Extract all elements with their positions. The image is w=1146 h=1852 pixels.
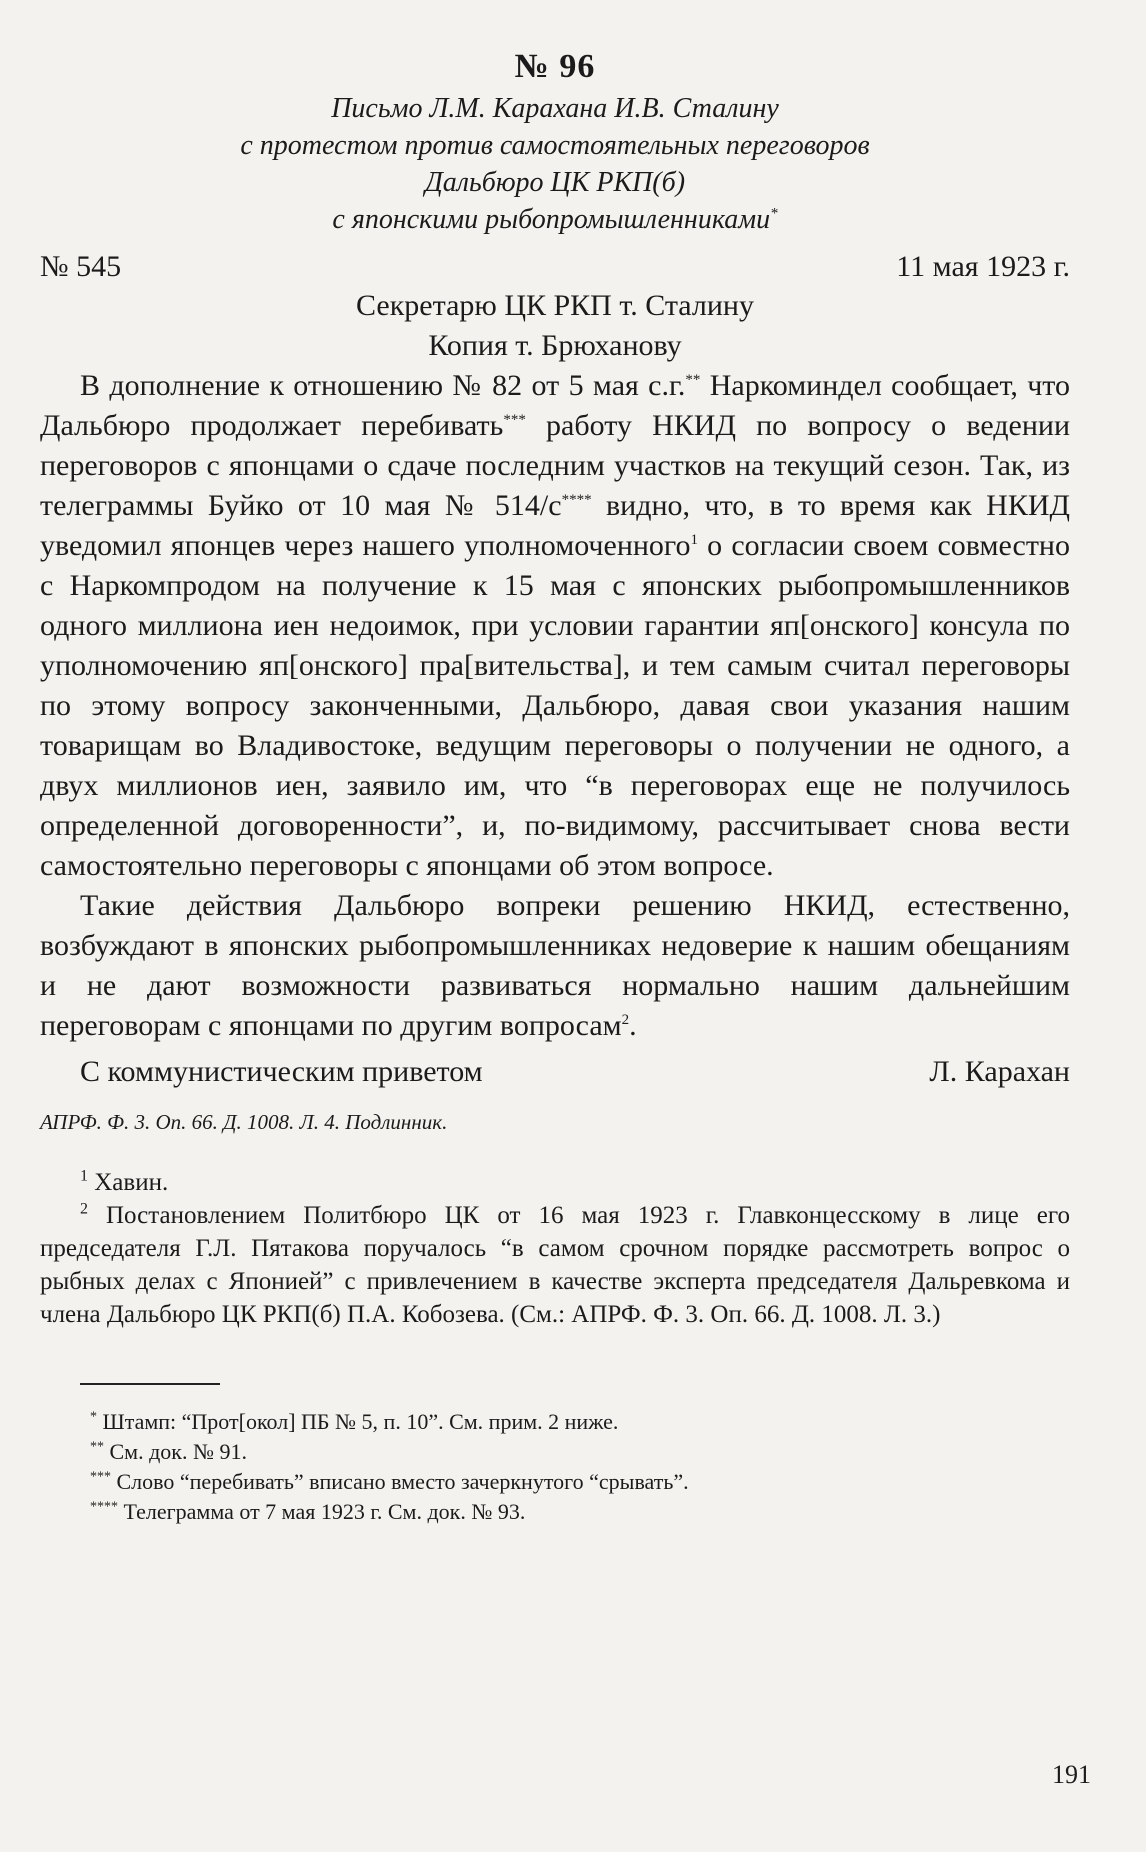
note-text: Телеграмма от 7 мая 1923 г. См. док. № 93. <box>118 1499 526 1524</box>
title-line: с протестом против самостоятельных переговоров <box>240 130 870 161</box>
document-page <box>40 40 1070 1527</box>
document-title <box>40 90 1070 238</box>
footnote-mark: **** <box>561 492 592 508</box>
title-line <box>40 201 1070 238</box>
page-number: 191 <box>1052 1760 1091 1789</box>
signature: Л. Карахан <box>929 1055 1070 1088</box>
body-text: работу НКИД по вопросу о ведении переговоров с японцами о сдаче последним участков на текущий сезон. Так, из телеграммы Буйко от 10 мая № 514/с <box>40 409 1071 522</box>
addressee-to: Секретарю ЦК РКП т. Сталину <box>356 289 754 322</box>
note-text: Слово “перебивать” вписано вместо зачеркнутого “срывать”. <box>111 1469 689 1494</box>
body-text: о согласии своем совместно с Наркомпродом на получение к 15 мая с японских рыбопромышленников одного миллиона иен недоимок, при условии гарантии яп[онского] консула по уполномочению яп[онского] пра[вительства], и тем самым считал переговоры по этому вопросу законченными, Дальбюро, давая свои указания нашим товарищам во Владивостоке, ведущим переговоры о получении не одного, а двух миллионов иен, заявило им, что “в переговорах еще не получилось определенной договоренности”, и, по-видимому, рассчитывает снова вести самостоятельно переговоры с японцами об этом вопросе. <box>40 529 1070 882</box>
archive-reference: АПРФ. Ф. 3. Оп. 66. Д. 1008. Л. 4. Подлинник. <box>40 1110 448 1134</box>
footnotes <box>40 1166 1070 1331</box>
footnote-mark: 1 <box>690 532 698 548</box>
footnote-mark: *** <box>503 412 526 428</box>
title-line: Дальбюро ЦК РКП(б) <box>424 167 686 198</box>
title-line-text: с японскими рыбопромышленниками <box>332 204 771 235</box>
note-mark: *** <box>90 1469 111 1485</box>
editorial-notes <box>40 1407 1070 1527</box>
closing-greeting: С коммунистическим приветом <box>80 1055 483 1088</box>
body-paragraph-2 <box>40 886 1070 1046</box>
note-mark: ** <box>90 1439 104 1455</box>
document-number: № 96 <box>514 48 596 85</box>
footnote-text: Постановлением Политбюро ЦК от 16 мая 1923 г. Главконцесскому в лице его председателя Г.Л. Пятакова поручалось “в самом срочном порядке рассмотреть вопрос о рыбных делах с Японией” с привлечением в качестве эксперта председателя Дальревкома и члена Дальбюро ЦК РКП(б) П.А. Кобозева. (См.: АПРФ. Ф. 3. Оп. 66. Д. 1008. Л. 3.) <box>40 1202 1070 1328</box>
editorial-note <box>90 1467 1070 1497</box>
document-date: 11 мая 1923 г. <box>896 250 1070 283</box>
editorial-note <box>90 1437 1070 1467</box>
note-text: Штамп: “Прот[окол] ПБ № 5, п. 10”. См. прим. 2 ниже. <box>97 1409 619 1434</box>
editorial-note <box>90 1407 1070 1437</box>
footnote-mark: ** <box>685 372 701 388</box>
body-text: Наркоминдел сообщает, что Дальбюро продолжает перебивать <box>40 369 1070 442</box>
title-line: Письмо Л.М. Карахана И.В. Сталину <box>331 93 779 124</box>
footnote-text: Хавин. <box>88 1169 169 1196</box>
footnote <box>40 1166 1070 1199</box>
editorial-note <box>90 1497 1070 1527</box>
footnote-divider <box>80 1383 220 1385</box>
addressee-block <box>40 286 1070 366</box>
body-text: видно, что, в то время как НКИД уведомил японцев через нашего уполномоченного <box>40 489 1070 562</box>
footnote-number: 1 <box>80 1167 88 1185</box>
note-mark: * <box>90 1409 97 1425</box>
body-text: Такие действия Дальбюро вопреки решению НКИД, естественно, возбуждают в японских рыбопромышленниках недоверие к нашим обещаниям и не дают возможности развиваться нормально нашим дальнейшим переговорам с японцами по другим вопросам <box>40 889 1070 1042</box>
document-meta <box>40 248 1070 286</box>
closing-line <box>40 1052 1070 1092</box>
body-text: . <box>629 1009 637 1042</box>
footnote <box>40 1199 1070 1331</box>
body-text: В дополнение к отношению № 82 от 5 мая с.г. <box>80 369 686 402</box>
footnote-number: 2 <box>80 1200 88 1218</box>
outgoing-number: № 545 <box>40 250 122 283</box>
footnote-mark: * <box>770 205 778 222</box>
body-paragraph-1 <box>40 366 1070 886</box>
footnote-mark: 2 <box>621 1012 630 1028</box>
note-mark: **** <box>90 1499 118 1515</box>
note-text: См. док. № 91. <box>104 1439 247 1464</box>
addressee-copy: Копия т. Брюханову <box>428 329 682 362</box>
